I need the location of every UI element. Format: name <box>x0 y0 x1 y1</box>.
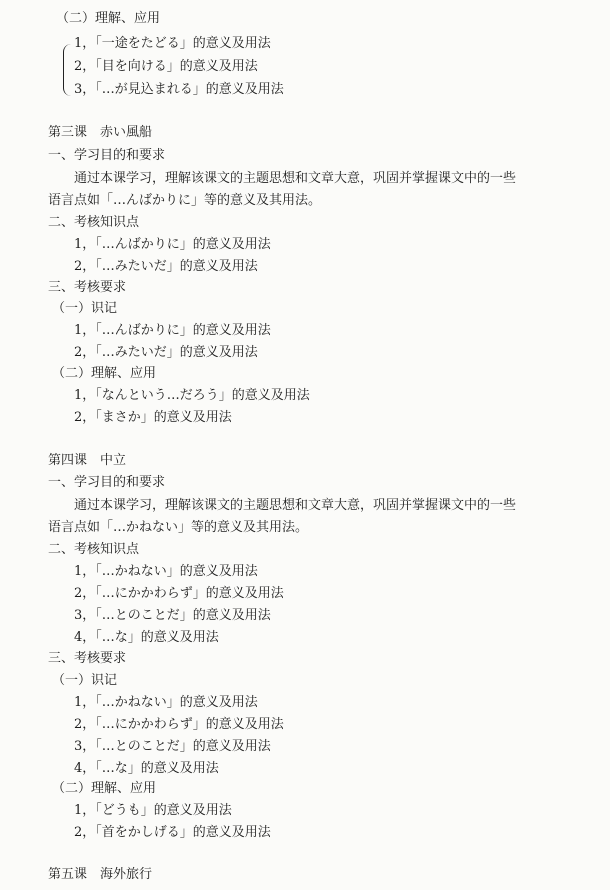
lesson4-para-line2: 语言点如「…かねない」等的意义及其用法。 <box>48 520 309 535</box>
lesson3-knowledge-item: 2，「…みたいだ」的意义及用法 <box>74 259 258 274</box>
lesson3-sub2-heading: （二）理解、应用 <box>52 366 157 381</box>
top-item: 1，「一途をたどる」的意义及用法 <box>74 36 271 51</box>
lesson3-title: 第三课 赤い風船 <box>48 125 153 140</box>
lesson4-knowledge-item: 2，「…にかかわらず」的意义及用法 <box>74 586 284 601</box>
lesson4-knowledge-item: 3，「…とのことだ」的意义及用法 <box>74 608 271 623</box>
lesson4-sub1-item: 3，「…とのことだ」的意义及用法 <box>74 739 271 754</box>
lesson3-knowledge-item: 1，「…んばかりに」的意义及用法 <box>74 237 271 252</box>
lesson3-section2-heading: 二、考核知识点 <box>48 215 140 230</box>
lesson3-sub1-item: 2，「…みたいだ」的意义及用法 <box>74 345 258 360</box>
lesson3-para-line1: 通过本课学习，理解该课文的主题思想和文章大意，巩固并掌握课文中的一些 <box>74 171 517 186</box>
top-subheading: （二）理解、应用 <box>56 11 161 26</box>
lesson3-section3-heading: 三、考核要求 <box>48 280 127 295</box>
lesson4-sub1-item: 1，「…かねない」的意义及用法 <box>74 695 258 710</box>
top-item: 2，「目を向ける」的意义及用法 <box>74 59 258 74</box>
lesson4-sub1-heading: （一）识记 <box>52 673 118 688</box>
lesson3-para-line2: 语言点如「…んばかりに」等的意义及其用法。 <box>48 193 322 208</box>
lesson3-sub1-item: 1，「…んばかりに」的意义及用法 <box>74 323 271 338</box>
lesson4-sub1-item: 4，「…な」的意义及用法 <box>74 761 219 776</box>
lesson3-section1-heading: 一、学习目的和要求 <box>48 148 166 163</box>
lesson4-section3-heading: 三、考核要求 <box>48 651 127 666</box>
lesson4-sub2-item: 2，「首をかしげる」的意义及用法 <box>74 825 271 840</box>
lesson4-para-line1: 通过本课学习，理解该课文的主题思想和文章大意，巩固并掌握课文中的一些 <box>74 498 517 513</box>
lesson4-sub2-heading: （二）理解、应用 <box>52 781 157 796</box>
lesson4-sub1-item: 2，「…にかかわらず」的意义及用法 <box>74 717 284 732</box>
lesson4-knowledge-item: 1，「…かねない」的意义及用法 <box>74 564 258 579</box>
lesson3-sub2-item: 2，「まさか」的意义及用法 <box>74 410 232 425</box>
top-item: 3，「…が見込まれる」的意义及用法 <box>74 82 284 97</box>
lesson4-knowledge-item: 4，「…な」的意义及用法 <box>74 630 219 645</box>
lesson5-title: 第五课 海外旅行 <box>48 867 153 882</box>
lesson3-sub1-heading: （一）识记 <box>52 301 118 316</box>
lesson4-sub2-item: 1，「どうも」的意义及用法 <box>74 803 232 818</box>
lesson4-section1-heading: 一、学习目的和要求 <box>48 475 166 490</box>
lesson4-title: 第四课 中立 <box>48 453 127 468</box>
lesson4-section2-heading: 二、考核知识点 <box>48 542 140 557</box>
grouping-brace <box>63 44 71 96</box>
lesson3-sub2-item: 1，「なんという…だろう」的意义及用法 <box>74 388 310 403</box>
